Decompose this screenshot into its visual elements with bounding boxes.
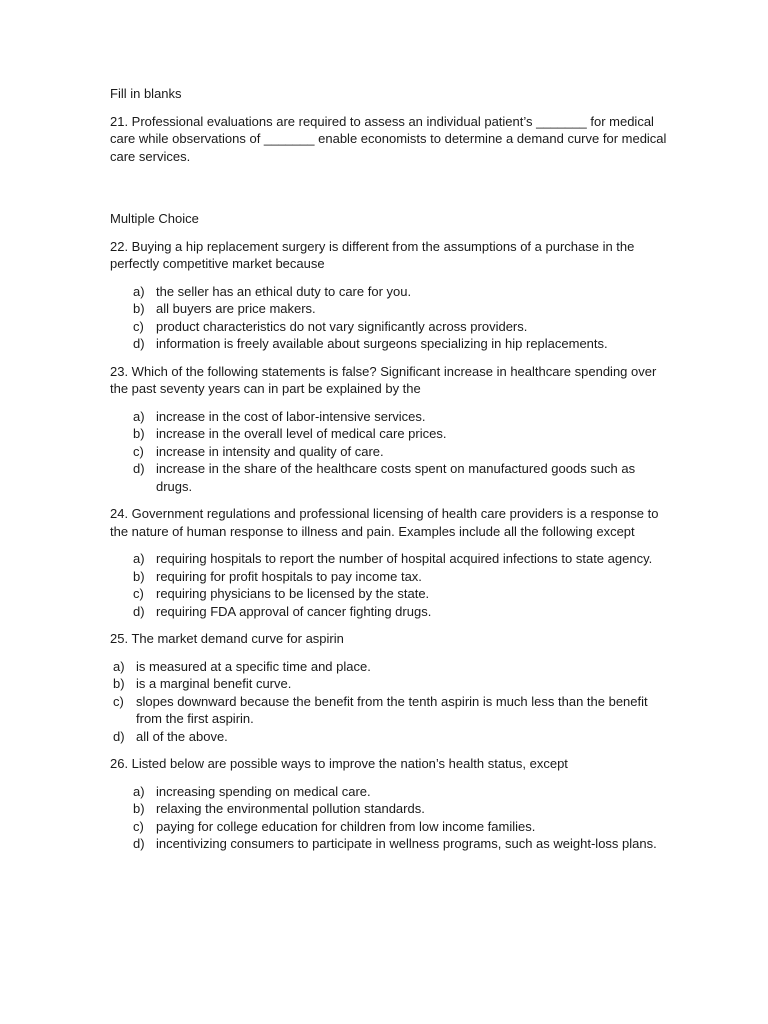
option-a — [110, 658, 670, 676]
option-d — [110, 460, 670, 495]
option-a — [110, 783, 670, 801]
option-b — [110, 800, 670, 818]
question-25-options — [110, 658, 670, 746]
option-b — [110, 425, 670, 443]
option-text: the seller has an ethical duty to care for you. — [156, 283, 412, 299]
option-b — [110, 568, 670, 586]
option-b — [110, 300, 670, 318]
option-text: all buyers are price makers. — [156, 301, 316, 316]
question-25-stem: 25. The market demand curve for aspirin — [110, 631, 344, 646]
option-letter: c) — [133, 586, 144, 601]
question-26-options — [110, 783, 670, 853]
question-21: 21. Professional evaluations are required to assess an individual patient’s _______ for medical care while observations of _______ enable economists to determine a demand curve for medical care services. — [110, 113, 667, 164]
option-text: requiring hospitals to report the number of hospital acquired infections to state agency. — [156, 551, 653, 566]
option-a — [110, 550, 670, 568]
option-letter: c) — [133, 443, 144, 459]
option-text: product characteristics do not vary significantly across providers. — [156, 318, 528, 334]
option-text: all of the above. — [136, 728, 228, 744]
option-text: increase in intensity and quality of care. — [156, 443, 384, 459]
question-24-stem: 24. Government regulations and professional licensing of health care providers is a response to the nature of human response to illness and pain. Examples include all the following except — [110, 506, 659, 539]
option-d — [110, 335, 670, 353]
multiple-choice-heading: Multiple Choice — [110, 211, 199, 226]
option-text: increase in the share of the healthcare costs spent on manufactured goods such as drugs. — [156, 461, 636, 494]
option-letter: d) — [133, 461, 145, 476]
option-text: slopes downward because the benefit from the tenth aspirin is much less than the benefit from the first aspirin. — [136, 693, 648, 726]
option-letter: c) — [113, 693, 124, 709]
option-letter: a) — [133, 551, 145, 566]
question-23-stem: 23. Which of the following statements is false? Significant increase in healthcare spending over the past seventy years can in part be explained by the — [110, 363, 657, 396]
option-text: increasing spending on medical care. — [156, 783, 371, 799]
option-letter: b) — [133, 801, 145, 816]
option-a — [110, 283, 670, 301]
option-d — [110, 835, 670, 853]
option-letter: c) — [133, 318, 144, 334]
option-c — [110, 818, 670, 836]
option-text: increase in the overall level of medical care prices. — [156, 426, 447, 441]
option-text: information is freely available about surgeons specializing in hip replacements. — [156, 336, 608, 351]
option-letter: d) — [113, 728, 125, 744]
option-c — [110, 443, 670, 461]
option-c — [110, 585, 670, 603]
option-text: requiring physicians to be licensed by the state. — [156, 586, 430, 601]
option-c — [110, 693, 670, 728]
option-letter: b) — [133, 568, 145, 584]
option-text: paying for college education for children from low income families. — [156, 818, 536, 834]
option-letter: a) — [133, 408, 145, 424]
option-letter: a) — [133, 783, 145, 799]
question-22-stem: 22. Buying a hip replacement surgery is different from the assumptions of a purchase in the perfectly competitive market because — [110, 238, 635, 271]
option-letter: b) — [133, 301, 145, 316]
option-text: is a marginal benefit curve. — [136, 676, 292, 691]
option-text: requiring FDA approval of cancer fighting drugs. — [156, 603, 432, 619]
option-letter: d) — [133, 603, 145, 619]
option-letter: d) — [133, 836, 145, 851]
question-26-stem: 26. Listed below are possible ways to improve the nation’s health status, except — [110, 756, 568, 771]
option-a — [110, 408, 670, 426]
option-text: relaxing the environmental pollution standards. — [156, 801, 425, 816]
option-text: increase in the cost of labor-intensive services. — [156, 408, 426, 424]
option-letter: c) — [133, 818, 144, 834]
option-b — [110, 675, 670, 693]
question-22-options — [110, 283, 670, 353]
option-d — [110, 603, 670, 621]
document-page — [110, 85, 670, 853]
option-letter: b) — [113, 676, 125, 691]
question-23-options — [110, 408, 670, 496]
option-text: incentivizing consumers to participate in wellness programs, such as weight-loss plans. — [156, 836, 657, 851]
option-c — [110, 318, 670, 336]
question-24-options — [110, 550, 670, 620]
option-text: is measured at a specific time and place. — [136, 658, 371, 674]
option-letter: d) — [133, 336, 145, 351]
fill-in-blanks-heading: Fill in blanks — [110, 86, 182, 101]
option-letter: b) — [133, 426, 145, 441]
option-text: requiring for profit hospitals to pay income tax. — [156, 568, 422, 584]
option-d — [110, 728, 670, 746]
option-letter: a) — [133, 283, 145, 299]
option-letter: a) — [113, 658, 125, 674]
